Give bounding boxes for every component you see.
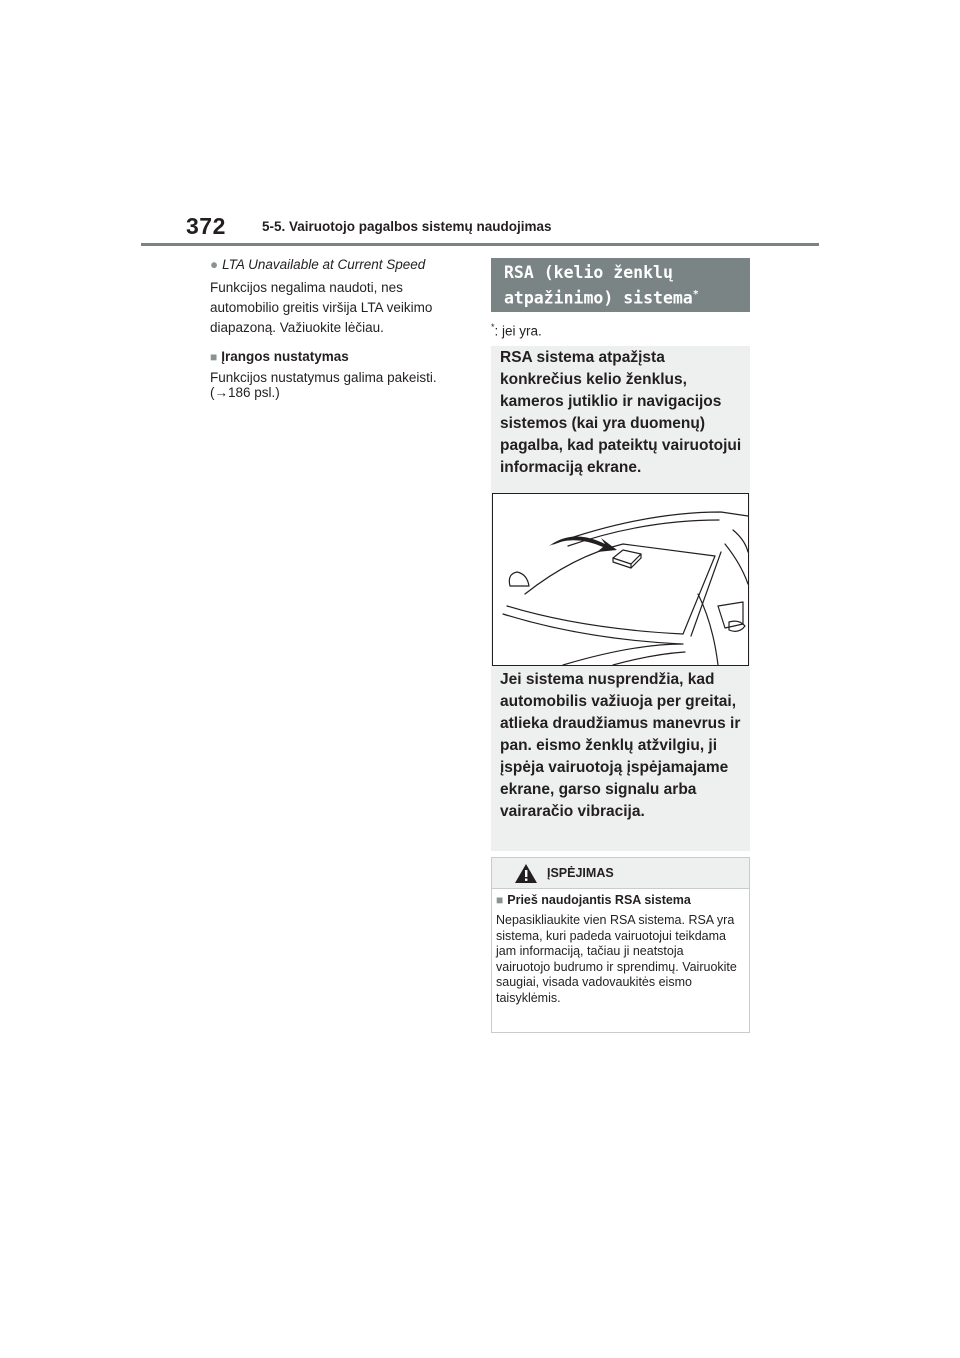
warning-text: Nepasikliaukite vien RSA sistema. RSA yra sistema, kuri padeda vairuotojui teikdama jam informaciją, tačiau ji neatstoja vairuotojo budrumo ir sprendimų. Vairuokite saugiai, visada vadovaukitės eismo taisyklėmis. [496,913,737,1005]
section-title-line1: RSA (kelio ženklų [504,263,673,282]
footnote-text: : jei yra. [494,323,542,339]
chapter-title: 5-5. Vairuotojo pagalbos sistemų naudojimas [262,219,552,234]
warning-sub-heading [496,893,691,907]
bullet-title-text: LTA Unavailable at Current Speed [222,257,426,272]
windshield-illustration-svg [493,494,748,665]
page-reference-link[interactable]: (→186 psl.) [210,385,280,400]
section-banner [491,258,750,312]
warning-box [491,857,750,1033]
summary-bottom-text: Jei sistema nusprendžia, kad automobilis važiuoja per greitai, atlieka draudžiamus manevrus ir pan. eismo ženklų atžvilgiu, ji įspėja vairuotoją įspėjamajame ekrane, garso signalu arba vairaračio vibracija. [500,671,741,820]
pointer-arrow [549,536,617,552]
section-title-mark: * [692,289,699,300]
windshield-camera-illustration [492,493,749,666]
sub-paragraph-line1: Funkcijos nustatymus galima pakeisti. [210,370,437,385]
summary-top-text: RSA sistema atpažįsta konkrečius kelio ženklus, kameros jutiklio ir navigacijos sistemos (kai yra duomenų) pagalba, kad pateiktų vairuotojui informaciją ekrane. [500,349,742,476]
warning-triangle-icon [514,863,538,889]
warning-header [492,858,749,889]
warning-sub-heading-text: Prieš naudojantis RSA sistema [507,893,691,907]
footnote [491,322,542,339]
sub-heading [210,348,460,366]
square-bullet-icon: ■ [496,893,504,907]
footnote-mark: * [491,322,495,332]
sub-heading-text: Įrangos nustatymas [221,349,349,364]
warning-label: ĮSPĖJIMAS [547,866,614,880]
header-rule [141,243,819,246]
circle-bullet-icon: ● [210,257,219,272]
sub-paragraph [210,370,460,400]
left-column [210,256,460,400]
bullet-title [210,256,460,274]
section-title-line2: atpažinimo) sistema [504,288,693,308]
square-bullet-icon: ■ [210,350,218,364]
bullet-paragraph: Funkcijos negalima naudoti, nes automobilio greitis viršija LTA veikimo diapazoną. Važiuokite lėčiau. [210,280,433,335]
page-number: 372 [186,213,226,239]
